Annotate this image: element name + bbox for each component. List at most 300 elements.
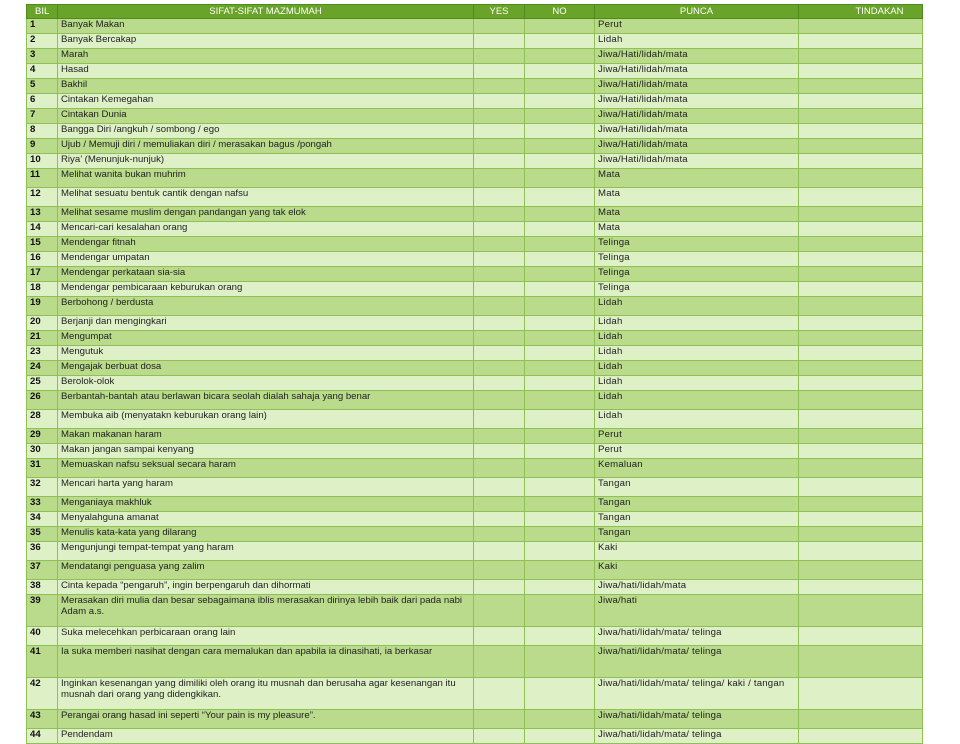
no-cell[interactable] bbox=[525, 391, 595, 410]
no-cell[interactable] bbox=[525, 512, 595, 527]
punca-cell: Tangan bbox=[595, 497, 799, 512]
table-row bbox=[27, 527, 923, 542]
punca-cell: Telinga bbox=[595, 252, 799, 267]
punca-cell: Perut bbox=[595, 444, 799, 459]
no-cell[interactable] bbox=[525, 34, 595, 49]
bil-cell: 20 bbox=[27, 316, 58, 331]
no-cell[interactable] bbox=[525, 139, 595, 154]
punca-cell: Lidah bbox=[595, 297, 799, 316]
tindakan-cell[interactable] bbox=[799, 391, 923, 410]
punca-cell: Jiwa/hati/lidah/mata/ telinga bbox=[595, 646, 799, 678]
tindakan-cell[interactable] bbox=[799, 188, 923, 207]
yes-cell[interactable] bbox=[474, 139, 525, 154]
tindakan-cell[interactable] bbox=[799, 429, 923, 444]
bil-cell: 9 bbox=[27, 139, 58, 154]
yes-cell[interactable] bbox=[474, 282, 525, 297]
table-row bbox=[27, 678, 923, 710]
tindakan-cell[interactable] bbox=[799, 580, 923, 595]
table-row bbox=[27, 346, 923, 361]
mazmumah-table bbox=[26, 4, 923, 744]
no-cell[interactable] bbox=[525, 478, 595, 497]
sifat-cell: Ujub / Memuji diri / memuliakan diri / merasakan bagus /pongah bbox=[58, 139, 474, 154]
yes-cell[interactable] bbox=[474, 222, 525, 237]
yes-cell[interactable] bbox=[474, 646, 525, 678]
sifat-cell: Melihat sesame muslim dengan pandangan yang tak elok bbox=[58, 207, 474, 222]
punca-cell: Lidah bbox=[595, 376, 799, 391]
table-row bbox=[27, 49, 923, 64]
bil-cell: 16 bbox=[27, 252, 58, 267]
no-cell[interactable] bbox=[525, 429, 595, 444]
header-no: NO bbox=[525, 5, 595, 19]
punca-cell: Telinga bbox=[595, 267, 799, 282]
no-cell[interactable] bbox=[525, 497, 595, 512]
punca-cell: Jiwa/hati/lidah/mata/ telinga/ kaki / tangan bbox=[595, 678, 799, 710]
tindakan-cell[interactable] bbox=[799, 361, 923, 376]
punca-cell: Kemaluan bbox=[595, 459, 799, 478]
table-row bbox=[27, 561, 923, 580]
sifat-cell: Bangga Diri /angkuh / sombong / ego bbox=[58, 124, 474, 139]
tindakan-cell[interactable] bbox=[799, 94, 923, 109]
yes-cell[interactable] bbox=[474, 154, 525, 169]
no-cell[interactable] bbox=[525, 729, 595, 744]
header-punca: PUNCA bbox=[595, 5, 799, 19]
no-cell[interactable] bbox=[525, 124, 595, 139]
punca-cell: Jiwa/Hati/lidah/mata bbox=[595, 139, 799, 154]
no-cell[interactable] bbox=[525, 527, 595, 542]
table-row bbox=[27, 497, 923, 512]
sifat-cell: Berbohong / berdusta bbox=[58, 297, 474, 316]
punca-cell: Kaki bbox=[595, 561, 799, 580]
punca-cell: Jiwa/Hati/lidah/mata bbox=[595, 79, 799, 94]
bil-cell: 43 bbox=[27, 710, 58, 729]
punca-cell: Mata bbox=[595, 222, 799, 237]
sifat-cell: Membuka aib (menyatakn keburukan orang lain) bbox=[58, 410, 474, 429]
yes-cell[interactable] bbox=[474, 346, 525, 361]
bil-cell: 8 bbox=[27, 124, 58, 139]
punca-cell: Lidah bbox=[595, 410, 799, 429]
no-cell[interactable] bbox=[525, 207, 595, 222]
no-cell[interactable] bbox=[525, 410, 595, 429]
tindakan-cell[interactable] bbox=[799, 79, 923, 94]
no-cell[interactable] bbox=[525, 316, 595, 331]
table-row bbox=[27, 361, 923, 376]
no-cell[interactable] bbox=[525, 595, 595, 627]
yes-cell[interactable] bbox=[474, 561, 525, 580]
yes-cell[interactable] bbox=[474, 64, 525, 79]
no-cell[interactable] bbox=[525, 678, 595, 710]
sifat-cell: Mendatangi penguasa yang zalim bbox=[58, 561, 474, 580]
bil-cell: 11 bbox=[27, 169, 58, 188]
tindakan-cell[interactable] bbox=[799, 222, 923, 237]
bil-cell: 30 bbox=[27, 444, 58, 459]
punca-cell: Lidah bbox=[595, 391, 799, 410]
table-row bbox=[27, 459, 923, 478]
table-row bbox=[27, 267, 923, 282]
punca-cell: Lidah bbox=[595, 346, 799, 361]
sifat-cell: Ia suka memberi nasihat dengan cara memalukan dan apabila ia dinasihati, ia berkasar bbox=[58, 646, 474, 678]
sifat-cell: Mengutuk bbox=[58, 346, 474, 361]
header-row bbox=[27, 5, 923, 19]
sifat-cell: Mendengar fitnah bbox=[58, 237, 474, 252]
bil-cell: 33 bbox=[27, 497, 58, 512]
no-cell[interactable] bbox=[525, 459, 595, 478]
table-row bbox=[27, 222, 923, 237]
punca-cell: Jiwa/Hati/lidah/mata bbox=[595, 94, 799, 109]
bil-cell: 34 bbox=[27, 512, 58, 527]
punca-cell: Kaki bbox=[595, 542, 799, 561]
tindakan-cell[interactable] bbox=[799, 124, 923, 139]
sifat-cell: Berbantah-bantah atau berlawan bicara seolah dialah sahaja yang benar bbox=[58, 391, 474, 410]
punca-cell: Lidah bbox=[595, 361, 799, 376]
no-cell[interactable] bbox=[525, 282, 595, 297]
yes-cell[interactable] bbox=[474, 429, 525, 444]
tindakan-cell[interactable] bbox=[799, 49, 923, 64]
tindakan-cell[interactable] bbox=[799, 627, 923, 646]
yes-cell[interactable] bbox=[474, 444, 525, 459]
table-row bbox=[27, 478, 923, 497]
sifat-cell: Mengunjungi tempat-tempat yang haram bbox=[58, 542, 474, 561]
bil-cell: 4 bbox=[27, 64, 58, 79]
sifat-cell: Melihat sesuatu bentuk cantik dengan nafsu bbox=[58, 188, 474, 207]
tindakan-cell[interactable] bbox=[799, 376, 923, 391]
punca-cell: Lidah bbox=[595, 34, 799, 49]
no-cell[interactable] bbox=[525, 580, 595, 595]
table-row bbox=[27, 646, 923, 678]
sifat-cell: Riya’ (Menunjuk-nunjuk) bbox=[58, 154, 474, 169]
yes-cell[interactable] bbox=[474, 124, 525, 139]
bil-cell: 21 bbox=[27, 331, 58, 346]
table-row bbox=[27, 316, 923, 331]
header-yes: YES bbox=[474, 5, 525, 19]
yes-cell[interactable] bbox=[474, 316, 525, 331]
yes-cell[interactable] bbox=[474, 527, 525, 542]
no-cell[interactable] bbox=[525, 331, 595, 346]
punca-cell: Mata bbox=[595, 207, 799, 222]
sifat-cell: Makan makanan haram bbox=[58, 429, 474, 444]
table-row bbox=[27, 237, 923, 252]
bil-cell: 5 bbox=[27, 79, 58, 94]
yes-cell[interactable] bbox=[474, 237, 525, 252]
bil-cell: 32 bbox=[27, 478, 58, 497]
sifat-cell: Cintakan Kemegahan bbox=[58, 94, 474, 109]
punca-cell: Tangan bbox=[595, 478, 799, 497]
no-cell[interactable] bbox=[525, 169, 595, 188]
table-row bbox=[27, 595, 923, 627]
tindakan-cell[interactable] bbox=[799, 282, 923, 297]
tindakan-cell[interactable] bbox=[799, 646, 923, 678]
no-cell[interactable] bbox=[525, 376, 595, 391]
sifat-cell: Mencari harta yang haram bbox=[58, 478, 474, 497]
tindakan-cell[interactable] bbox=[799, 297, 923, 316]
tindakan-cell[interactable] bbox=[799, 346, 923, 361]
bil-cell: 3 bbox=[27, 49, 58, 64]
tindakan-cell[interactable] bbox=[799, 729, 923, 744]
table-row bbox=[27, 109, 923, 124]
yes-cell[interactable] bbox=[474, 297, 525, 316]
no-cell[interactable] bbox=[525, 109, 595, 124]
bil-cell: 25 bbox=[27, 376, 58, 391]
bil-cell: 41 bbox=[27, 646, 58, 678]
punca-cell: Tangan bbox=[595, 512, 799, 527]
yes-cell[interactable] bbox=[474, 252, 525, 267]
punca-cell: Tangan bbox=[595, 527, 799, 542]
sifat-cell: Merasakan diri mulia dan besar sebagaimana iblis merasakan dirinya lebih baik dari pada nabi Adam a.s. bbox=[58, 595, 474, 627]
yes-cell[interactable] bbox=[474, 391, 525, 410]
bil-cell: 18 bbox=[27, 282, 58, 297]
tindakan-cell[interactable] bbox=[799, 237, 923, 252]
table-row bbox=[27, 64, 923, 79]
table-row bbox=[27, 297, 923, 316]
tindakan-cell[interactable] bbox=[799, 64, 923, 79]
tindakan-cell[interactable] bbox=[799, 459, 923, 478]
tindakan-cell[interactable] bbox=[799, 19, 923, 34]
yes-cell[interactable] bbox=[474, 267, 525, 282]
table-row bbox=[27, 331, 923, 346]
table-row bbox=[27, 19, 923, 34]
sifat-cell: Mendengar umpatan bbox=[58, 252, 474, 267]
punca-cell: Jiwa/Hati/lidah/mata bbox=[595, 64, 799, 79]
punca-cell: Jiwa/hati/lidah/mata bbox=[595, 580, 799, 595]
table-row bbox=[27, 139, 923, 154]
punca-cell: Jiwa/hati bbox=[595, 595, 799, 627]
tindakan-cell[interactable] bbox=[799, 207, 923, 222]
yes-cell[interactable] bbox=[474, 410, 525, 429]
bil-cell: 35 bbox=[27, 527, 58, 542]
no-cell[interactable] bbox=[525, 154, 595, 169]
yes-cell[interactable] bbox=[474, 79, 525, 94]
sifat-cell: Menyalahguna amanat bbox=[58, 512, 474, 527]
sifat-cell: Banyak Bercakap bbox=[58, 34, 474, 49]
sifat-cell: Berolok-olok bbox=[58, 376, 474, 391]
yes-cell[interactable] bbox=[474, 710, 525, 729]
bil-cell: 7 bbox=[27, 109, 58, 124]
punca-cell: Perut bbox=[595, 429, 799, 444]
yes-cell[interactable] bbox=[474, 542, 525, 561]
bil-cell: 19 bbox=[27, 297, 58, 316]
sifat-cell: Perangai orang hasad ini seperti “Your pain is my pleasure”. bbox=[58, 710, 474, 729]
bil-cell: 10 bbox=[27, 154, 58, 169]
tindakan-cell[interactable] bbox=[799, 316, 923, 331]
sifat-cell: Hasad bbox=[58, 64, 474, 79]
yes-cell[interactable] bbox=[474, 19, 525, 34]
table-row bbox=[27, 154, 923, 169]
bil-cell: 40 bbox=[27, 627, 58, 646]
sifat-cell: Mencari-cari kesalahan orang bbox=[58, 222, 474, 237]
sifat-cell: Melihat wanita bukan muhrim bbox=[58, 169, 474, 188]
table-row bbox=[27, 376, 923, 391]
yes-cell[interactable] bbox=[474, 109, 525, 124]
no-cell[interactable] bbox=[525, 79, 595, 94]
bil-cell: 17 bbox=[27, 267, 58, 282]
tindakan-cell[interactable] bbox=[799, 478, 923, 497]
no-cell[interactable] bbox=[525, 94, 595, 109]
bil-cell: 39 bbox=[27, 595, 58, 627]
punca-cell: Telinga bbox=[595, 237, 799, 252]
punca-cell: Telinga bbox=[595, 282, 799, 297]
yes-cell[interactable] bbox=[474, 512, 525, 527]
table-row bbox=[27, 410, 923, 429]
table-row bbox=[27, 391, 923, 410]
table-row bbox=[27, 512, 923, 527]
bil-cell: 38 bbox=[27, 580, 58, 595]
no-cell[interactable] bbox=[525, 64, 595, 79]
tindakan-cell[interactable] bbox=[799, 527, 923, 542]
bil-cell: 14 bbox=[27, 222, 58, 237]
table-row bbox=[27, 580, 923, 595]
punca-cell: Mata bbox=[595, 169, 799, 188]
table-row bbox=[27, 34, 923, 49]
sifat-cell: Menulis kata-kata yang dilarang bbox=[58, 527, 474, 542]
sifat-cell: Mendengar pembicaraan keburukan orang bbox=[58, 282, 474, 297]
tindakan-cell[interactable] bbox=[799, 595, 923, 627]
yes-cell[interactable] bbox=[474, 729, 525, 744]
tindakan-cell[interactable] bbox=[799, 497, 923, 512]
yes-cell[interactable] bbox=[474, 678, 525, 710]
sifat-cell: Cintakan Dunia bbox=[58, 109, 474, 124]
table-row bbox=[27, 124, 923, 139]
tindakan-cell[interactable] bbox=[799, 444, 923, 459]
punca-cell: Jiwa/hati/lidah/mata/ telinga bbox=[595, 627, 799, 646]
tindakan-cell[interactable] bbox=[799, 710, 923, 729]
tindakan-cell[interactable] bbox=[799, 410, 923, 429]
table-row bbox=[27, 710, 923, 729]
bil-cell: 44 bbox=[27, 729, 58, 744]
bil-cell: 12 bbox=[27, 188, 58, 207]
punca-cell: Lidah bbox=[595, 331, 799, 346]
table-row bbox=[27, 169, 923, 188]
bil-cell: 6 bbox=[27, 94, 58, 109]
punca-cell: Jiwa/Hati/lidah/mata bbox=[595, 109, 799, 124]
yes-cell[interactable] bbox=[474, 497, 525, 512]
tindakan-cell[interactable] bbox=[799, 154, 923, 169]
yes-cell[interactable] bbox=[474, 580, 525, 595]
sifat-cell: Banyak Makan bbox=[58, 19, 474, 34]
bil-cell: 29 bbox=[27, 429, 58, 444]
yes-cell[interactable] bbox=[474, 376, 525, 391]
tindakan-cell[interactable] bbox=[799, 109, 923, 124]
punca-cell: Lidah bbox=[595, 316, 799, 331]
table-row bbox=[27, 542, 923, 561]
tindakan-cell[interactable] bbox=[799, 169, 923, 188]
tindakan-cell[interactable] bbox=[799, 252, 923, 267]
bil-cell: 42 bbox=[27, 678, 58, 710]
no-cell[interactable] bbox=[525, 444, 595, 459]
no-cell[interactable] bbox=[525, 361, 595, 376]
sifat-cell: Cinta kepada “pengaruh”, ingin berpengaruh dan dihormati bbox=[58, 580, 474, 595]
yes-cell[interactable] bbox=[474, 361, 525, 376]
sifat-cell: Mendengar perkataan sia-sia bbox=[58, 267, 474, 282]
bil-cell: 2 bbox=[27, 34, 58, 49]
sifat-cell: Marah bbox=[58, 49, 474, 64]
table-row bbox=[27, 188, 923, 207]
yes-cell[interactable] bbox=[474, 459, 525, 478]
header-sifat: SIFAT-SIFAT MAZMUMAH bbox=[58, 5, 474, 19]
bil-cell: 31 bbox=[27, 459, 58, 478]
yes-cell[interactable] bbox=[474, 595, 525, 627]
no-cell[interactable] bbox=[525, 646, 595, 678]
punca-cell: Jiwa/Hati/lidah/mata bbox=[595, 154, 799, 169]
no-cell[interactable] bbox=[525, 19, 595, 34]
sifat-cell: Mengajak berbuat dosa bbox=[58, 361, 474, 376]
table-row bbox=[27, 207, 923, 222]
no-cell[interactable] bbox=[525, 188, 595, 207]
tindakan-cell[interactable] bbox=[799, 267, 923, 282]
sifat-cell: Mengumpat bbox=[58, 331, 474, 346]
no-cell[interactable] bbox=[525, 627, 595, 646]
punca-cell: Jiwa/hati/lidah/mata/ telinga bbox=[595, 729, 799, 744]
tindakan-cell[interactable] bbox=[799, 542, 923, 561]
no-cell[interactable] bbox=[525, 237, 595, 252]
table-row bbox=[27, 79, 923, 94]
table-row bbox=[27, 282, 923, 297]
bil-cell: 1 bbox=[27, 19, 58, 34]
table-row bbox=[27, 429, 923, 444]
tindakan-cell[interactable] bbox=[799, 512, 923, 527]
no-cell[interactable] bbox=[525, 542, 595, 561]
punca-cell: Mata bbox=[595, 188, 799, 207]
no-cell[interactable] bbox=[525, 267, 595, 282]
sifat-cell: Bakhil bbox=[58, 79, 474, 94]
tindakan-cell[interactable] bbox=[799, 561, 923, 580]
no-cell[interactable] bbox=[525, 222, 595, 237]
no-cell[interactable] bbox=[525, 346, 595, 361]
no-cell[interactable] bbox=[525, 49, 595, 64]
no-cell[interactable] bbox=[525, 252, 595, 267]
bil-cell: 15 bbox=[27, 237, 58, 252]
yes-cell[interactable] bbox=[474, 169, 525, 188]
yes-cell[interactable] bbox=[474, 49, 525, 64]
tindakan-cell[interactable] bbox=[799, 34, 923, 49]
header-bil: BIL bbox=[27, 5, 58, 19]
bil-cell: 36 bbox=[27, 542, 58, 561]
punca-cell: Jiwa/Hati/lidah/mata bbox=[595, 124, 799, 139]
tindakan-cell[interactable] bbox=[799, 678, 923, 710]
yes-cell[interactable] bbox=[474, 94, 525, 109]
yes-cell[interactable] bbox=[474, 188, 525, 207]
tindakan-cell[interactable] bbox=[799, 139, 923, 154]
tindakan-cell[interactable] bbox=[799, 331, 923, 346]
bil-cell: 37 bbox=[27, 561, 58, 580]
sifat-cell: Suka melecehkan perbicaraan orang lain bbox=[58, 627, 474, 646]
header-tindakan: TINDAKAN bbox=[799, 5, 923, 19]
no-cell[interactable] bbox=[525, 710, 595, 729]
yes-cell[interactable] bbox=[474, 34, 525, 49]
sifat-cell: Berjanji dan mengingkari bbox=[58, 316, 474, 331]
yes-cell[interactable] bbox=[474, 331, 525, 346]
sifat-cell: Memuaskan nafsu seksual secara haram bbox=[58, 459, 474, 478]
table-row bbox=[27, 444, 923, 459]
punca-cell: Perut bbox=[595, 19, 799, 34]
sifat-cell: Makan jangan sampai kenyang bbox=[58, 444, 474, 459]
yes-cell[interactable] bbox=[474, 478, 525, 497]
table-row bbox=[27, 729, 923, 744]
no-cell[interactable] bbox=[525, 297, 595, 316]
yes-cell[interactable] bbox=[474, 207, 525, 222]
table-row bbox=[27, 627, 923, 646]
yes-cell[interactable] bbox=[474, 627, 525, 646]
bil-cell: 28 bbox=[27, 410, 58, 429]
bil-cell: 13 bbox=[27, 207, 58, 222]
bil-cell: 26 bbox=[27, 391, 58, 410]
no-cell[interactable] bbox=[525, 561, 595, 580]
sifat-cell: Pendendam bbox=[58, 729, 474, 744]
table-body bbox=[27, 19, 923, 744]
bil-cell: 24 bbox=[27, 361, 58, 376]
sifat-cell: Inginkan kesenangan yang dimiliki oleh orang itu musnah dan berusaha agar kesenangan itu musnah dari orang yang didengkikan. bbox=[58, 678, 474, 710]
table-row bbox=[27, 252, 923, 267]
bil-cell: 23 bbox=[27, 346, 58, 361]
table-row bbox=[27, 94, 923, 109]
